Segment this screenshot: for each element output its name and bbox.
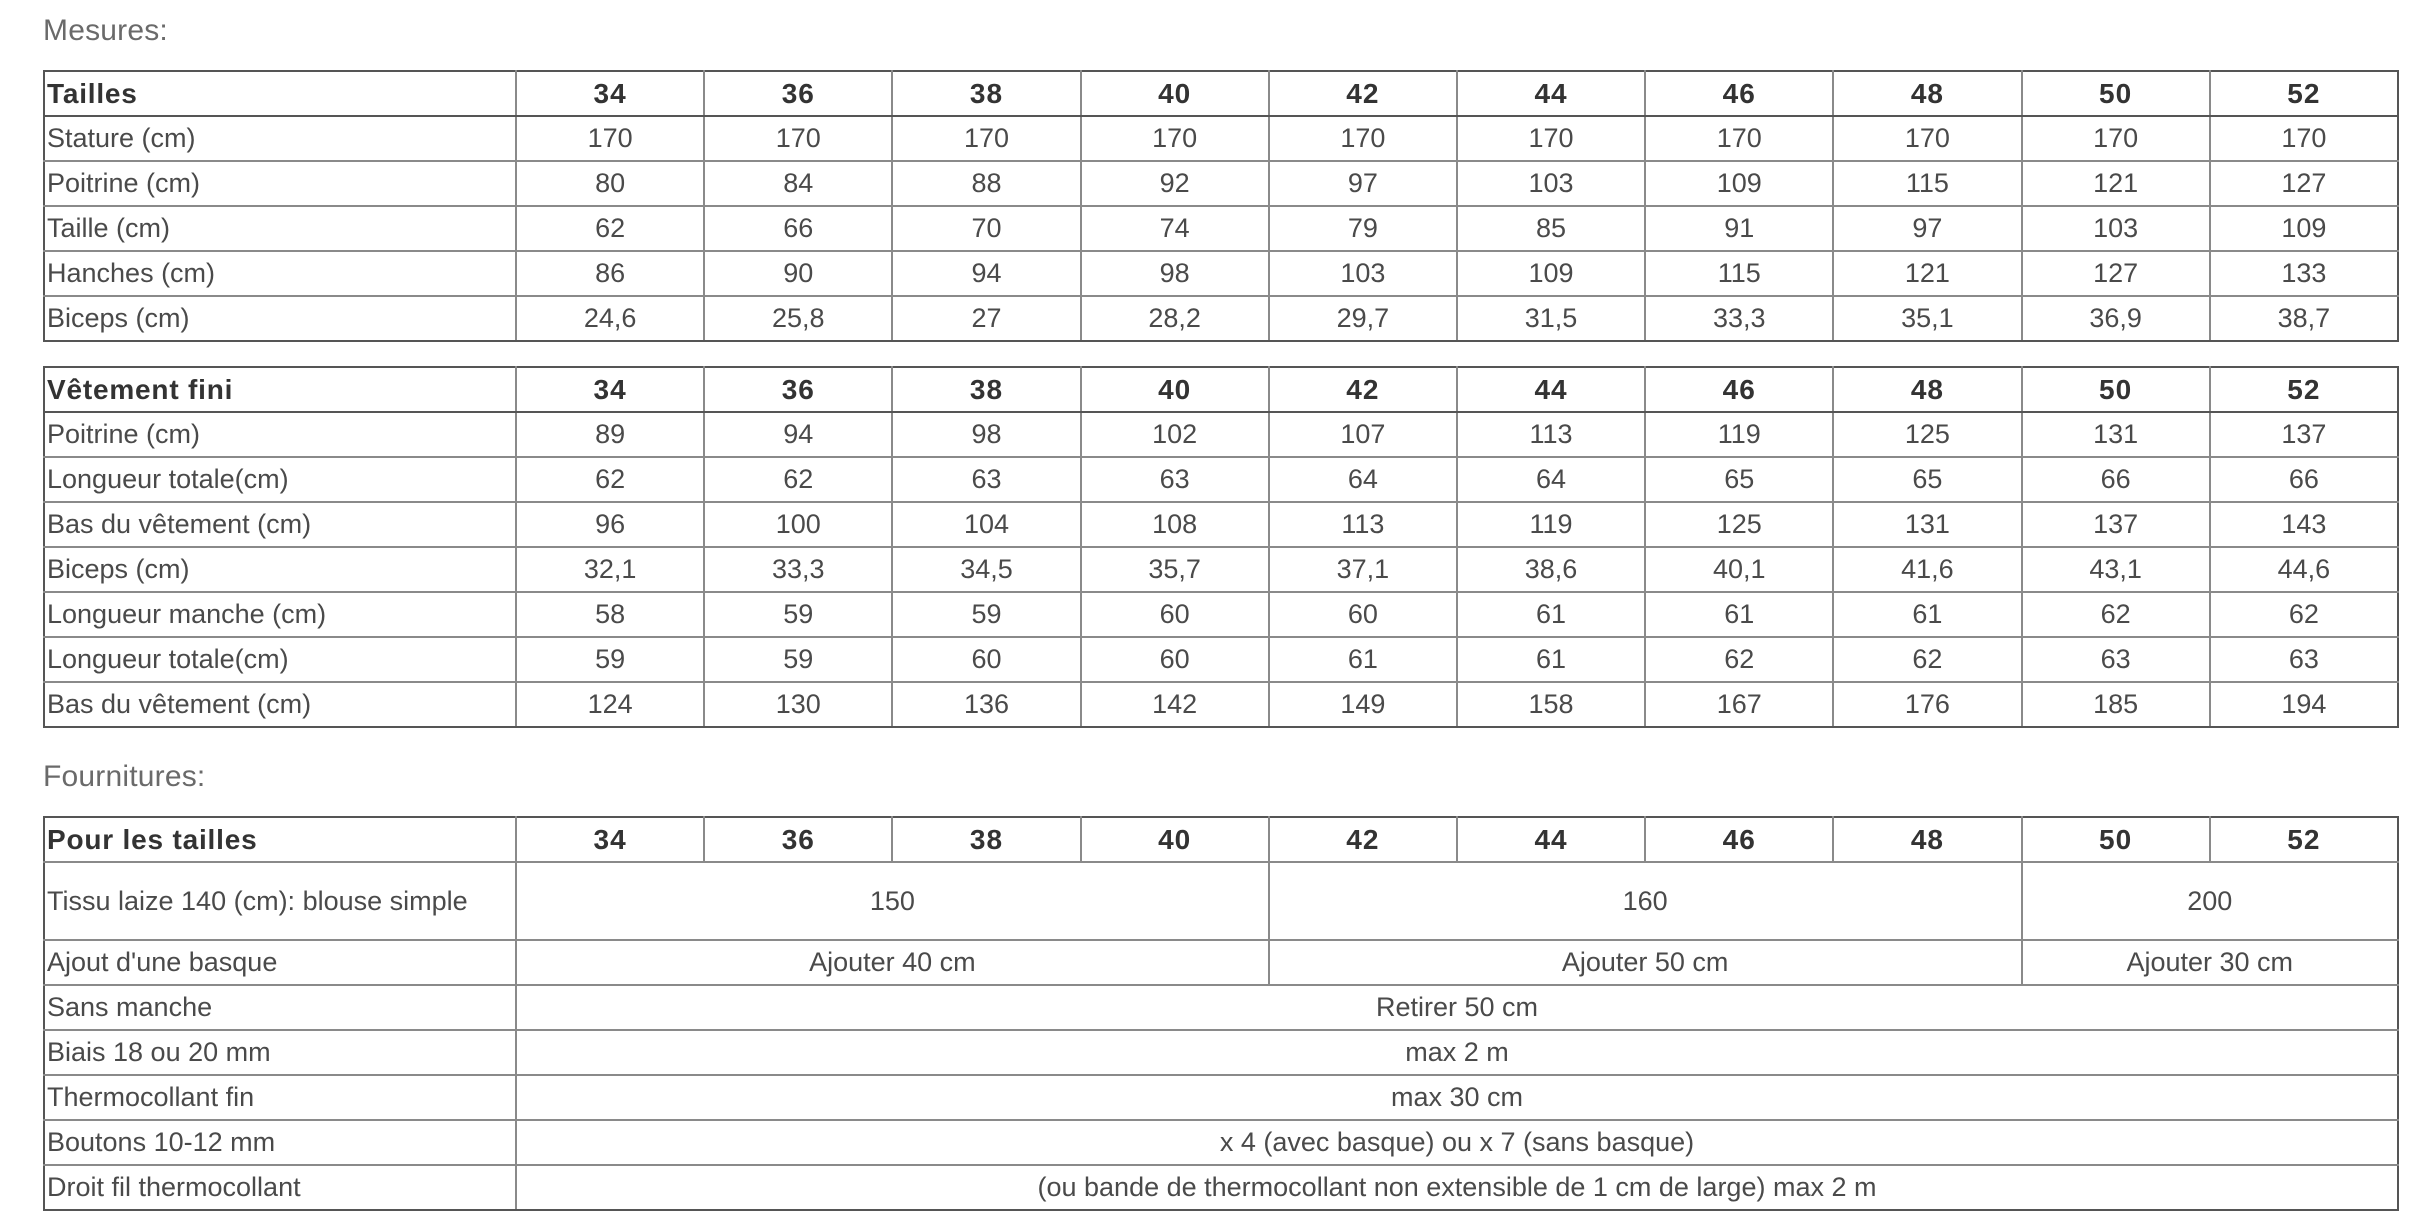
measurement-cell: 119 — [1457, 502, 1645, 547]
measurement-cell: 86 — [516, 251, 704, 296]
fournitures-title: Fournitures: — [43, 760, 206, 793]
measurement-cell: 27 — [892, 296, 1080, 341]
measurement-cell: 62 — [2210, 592, 2398, 637]
row-label: Bas du vêtement (cm) — [44, 682, 516, 727]
header-label: Pour les tailles — [44, 817, 516, 862]
size-header: 38 — [892, 367, 1080, 412]
measurement-cell: 31,5 — [1457, 296, 1645, 341]
size-header: 46 — [1645, 817, 1833, 862]
measurement-cell: 170 — [2022, 116, 2210, 161]
measurement-cell: 66 — [2022, 457, 2210, 502]
size-header: 38 — [892, 817, 1080, 862]
basque-group-cell: Ajouter 50 cm — [1269, 940, 2022, 985]
measurement-cell: 121 — [1833, 251, 2021, 296]
measurement-cell: 170 — [516, 116, 704, 161]
measurement-cell: 115 — [1833, 161, 2021, 206]
row-label: Biceps (cm) — [44, 547, 516, 592]
measurement-cell: 194 — [2210, 682, 2398, 727]
table-header-row — [44, 817, 2398, 862]
measurement-cell: 58 — [516, 592, 704, 637]
measurement-cell: 32,1 — [516, 547, 704, 592]
measurement-cell: 102 — [1081, 412, 1269, 457]
row-label: Ajout d'une basque — [44, 940, 516, 985]
size-header: 40 — [1081, 71, 1269, 116]
measurement-cell: 64 — [1269, 457, 1457, 502]
measurement-cell: 59 — [704, 637, 892, 682]
table-row — [44, 1030, 2398, 1075]
measurement-cell: 66 — [2210, 457, 2398, 502]
size-header: 36 — [704, 71, 892, 116]
measurement-cell: 63 — [892, 457, 1080, 502]
measurement-cell: 74 — [1081, 206, 1269, 251]
measurement-cell: 137 — [2022, 502, 2210, 547]
garment-measurements-table — [43, 366, 2399, 728]
measurement-cell: 170 — [1833, 116, 2021, 161]
measurement-cell: 38,6 — [1457, 547, 1645, 592]
row-label: Stature (cm) — [44, 116, 516, 161]
measurement-cell: 60 — [1269, 592, 1457, 637]
measurement-cell: 133 — [2210, 251, 2398, 296]
measurement-cell: 143 — [2210, 502, 2398, 547]
row-label: Poitrine (cm) — [44, 412, 516, 457]
measurement-cell: 80 — [516, 161, 704, 206]
table-row — [44, 206, 2398, 251]
measurement-cell: 107 — [1269, 412, 1457, 457]
measurement-cell: 170 — [892, 116, 1080, 161]
measurement-cell: 70 — [892, 206, 1080, 251]
row-label: Tissu laize 140 (cm): blouse simple — [44, 862, 516, 940]
table-row — [44, 940, 2398, 985]
measurement-cell: 91 — [1645, 206, 1833, 251]
body-measurements-table — [43, 70, 2399, 342]
measurement-cell: 24,6 — [516, 296, 704, 341]
measurement-cell: 29,7 — [1269, 296, 1457, 341]
supply-value-cell: max 2 m — [516, 1030, 2398, 1075]
measurement-cell: 125 — [1833, 412, 2021, 457]
row-label: Poitrine (cm) — [44, 161, 516, 206]
measurement-cell: 35,7 — [1081, 547, 1269, 592]
size-header: 40 — [1081, 817, 1269, 862]
measurement-cell: 109 — [2210, 206, 2398, 251]
size-header: 34 — [516, 367, 704, 412]
basque-group-cell: Ajouter 40 cm — [516, 940, 1269, 985]
measurement-cell: 113 — [1269, 502, 1457, 547]
row-label: Droit fil thermocollant — [44, 1165, 516, 1210]
row-label: Longueur totale(cm) — [44, 457, 516, 502]
supply-value-cell: (ou bande de thermocollant non extensible de 1 cm de large) max 2 m — [516, 1165, 2398, 1210]
measurement-cell: 61 — [1645, 592, 1833, 637]
measurement-cell: 149 — [1269, 682, 1457, 727]
size-header: 50 — [2022, 817, 2210, 862]
table-row — [44, 985, 2398, 1030]
size-header: 38 — [892, 71, 1080, 116]
measurement-cell: 37,1 — [1269, 547, 1457, 592]
table-row — [44, 637, 2398, 682]
row-label: Bas du vêtement (cm) — [44, 502, 516, 547]
measurement-cell: 59 — [704, 592, 892, 637]
size-header: 44 — [1457, 367, 1645, 412]
table-row — [44, 251, 2398, 296]
measurement-cell: 185 — [2022, 682, 2210, 727]
table-row — [44, 1120, 2398, 1165]
size-header: 48 — [1833, 367, 2021, 412]
measurement-cell: 40,1 — [1645, 547, 1833, 592]
row-label: Biceps (cm) — [44, 296, 516, 341]
size-header: 48 — [1833, 817, 2021, 862]
measurement-cell: 62 — [704, 457, 892, 502]
supply-value-cell: x 4 (avec basque) ou x 7 (sans basque) — [516, 1120, 2398, 1165]
table-row — [44, 862, 2398, 940]
size-header: 46 — [1645, 367, 1833, 412]
size-header: 44 — [1457, 71, 1645, 116]
measurement-cell: 104 — [892, 502, 1080, 547]
table-row — [44, 1075, 2398, 1120]
size-header: 50 — [2022, 71, 2210, 116]
measurement-cell: 108 — [1081, 502, 1269, 547]
table-header-row — [44, 71, 2398, 116]
measurement-cell: 113 — [1457, 412, 1645, 457]
measurement-cell: 158 — [1457, 682, 1645, 727]
measurement-cell: 59 — [516, 637, 704, 682]
measurement-cell: 170 — [1457, 116, 1645, 161]
size-header: 42 — [1269, 71, 1457, 116]
measurement-cell: 43,1 — [2022, 547, 2210, 592]
measurement-cell: 103 — [2022, 206, 2210, 251]
measurement-cell: 109 — [1457, 251, 1645, 296]
measurement-cell: 79 — [1269, 206, 1457, 251]
row-label: Longueur manche (cm) — [44, 592, 516, 637]
measurement-cell: 97 — [1269, 161, 1457, 206]
measurement-cell: 62 — [1833, 637, 2021, 682]
measurement-cell: 63 — [2022, 637, 2210, 682]
measurement-cell: 28,2 — [1081, 296, 1269, 341]
measurement-cell: 131 — [2022, 412, 2210, 457]
measurement-cell: 25,8 — [704, 296, 892, 341]
measurement-cell: 131 — [1833, 502, 2021, 547]
measurement-cell: 35,1 — [1833, 296, 2021, 341]
table-row — [44, 502, 2398, 547]
row-label: Boutons 10-12 mm — [44, 1120, 516, 1165]
measurement-cell: 85 — [1457, 206, 1645, 251]
measurement-cell: 61 — [1457, 592, 1645, 637]
size-header: 42 — [1269, 367, 1457, 412]
measurement-cell: 65 — [1833, 457, 2021, 502]
measurement-cell: 36,9 — [2022, 296, 2210, 341]
size-header: 46 — [1645, 71, 1833, 116]
row-label: Hanches (cm) — [44, 251, 516, 296]
size-header: 48 — [1833, 71, 2021, 116]
size-header: 36 — [704, 367, 892, 412]
table-row — [44, 547, 2398, 592]
measurement-cell: 142 — [1081, 682, 1269, 727]
measurement-cell: 176 — [1833, 682, 2021, 727]
measurement-cell: 170 — [2210, 116, 2398, 161]
measurement-cell: 100 — [704, 502, 892, 547]
measurement-cell: 61 — [1833, 592, 2021, 637]
measurement-cell: 170 — [1081, 116, 1269, 161]
measurement-cell: 170 — [1269, 116, 1457, 161]
measurement-cell: 119 — [1645, 412, 1833, 457]
measurement-cell: 62 — [516, 457, 704, 502]
measurement-cell: 60 — [1081, 637, 1269, 682]
table-row — [44, 116, 2398, 161]
measurement-cell: 41,6 — [1833, 547, 2021, 592]
row-label: Thermocollant fin — [44, 1075, 516, 1120]
measurement-cell: 65 — [1645, 457, 1833, 502]
measurement-cell: 64 — [1457, 457, 1645, 502]
measurement-cell: 170 — [704, 116, 892, 161]
mesures-title: Mesures: — [43, 14, 168, 47]
measurement-cell: 33,3 — [1645, 296, 1833, 341]
measurement-cell: 62 — [516, 206, 704, 251]
measurement-cell: 88 — [892, 161, 1080, 206]
measurement-cell: 33,3 — [704, 547, 892, 592]
size-header: 40 — [1081, 367, 1269, 412]
measurement-cell: 98 — [1081, 251, 1269, 296]
fabric-group-cell: 200 — [2022, 862, 2399, 940]
row-label: Taille (cm) — [44, 206, 516, 251]
measurement-cell: 63 — [1081, 457, 1269, 502]
table-row — [44, 296, 2398, 341]
measurement-cell: 127 — [2022, 251, 2210, 296]
table-row — [44, 161, 2398, 206]
supplies-table — [43, 816, 2399, 1211]
supply-value-cell: Retirer 50 cm — [516, 985, 2398, 1030]
table-header-row — [44, 367, 2398, 412]
measurement-cell: 121 — [2022, 161, 2210, 206]
table-row — [44, 457, 2398, 502]
measurement-cell: 61 — [1457, 637, 1645, 682]
size-header: 50 — [2022, 367, 2210, 412]
size-header: 52 — [2210, 71, 2398, 116]
measurement-cell: 90 — [704, 251, 892, 296]
measurement-cell: 97 — [1833, 206, 2021, 251]
measurement-cell: 59 — [892, 592, 1080, 637]
header-label: Tailles — [44, 71, 516, 116]
measurement-cell: 38,7 — [2210, 296, 2398, 341]
measurement-cell: 63 — [2210, 637, 2398, 682]
measurement-cell: 94 — [704, 412, 892, 457]
row-label: Sans manche — [44, 985, 516, 1030]
fabric-group-cell: 150 — [516, 862, 1269, 940]
measurement-cell: 44,6 — [2210, 547, 2398, 592]
measurement-cell: 62 — [1645, 637, 1833, 682]
measurement-cell: 103 — [1269, 251, 1457, 296]
size-header: 42 — [1269, 817, 1457, 862]
table-row — [44, 412, 2398, 457]
measurement-cell: 103 — [1457, 161, 1645, 206]
measurement-cell: 167 — [1645, 682, 1833, 727]
measurement-cell: 94 — [892, 251, 1080, 296]
measurement-cell: 137 — [2210, 412, 2398, 457]
measurement-cell: 124 — [516, 682, 704, 727]
size-header: 52 — [2210, 367, 2398, 412]
measurement-cell: 66 — [704, 206, 892, 251]
row-label: Longueur totale(cm) — [44, 637, 516, 682]
measurement-cell: 34,5 — [892, 547, 1080, 592]
measurement-cell: 109 — [1645, 161, 1833, 206]
measurement-cell: 127 — [2210, 161, 2398, 206]
size-header: 52 — [2210, 817, 2398, 862]
measurement-cell: 60 — [1081, 592, 1269, 637]
measurement-cell: 136 — [892, 682, 1080, 727]
measurement-cell: 96 — [516, 502, 704, 547]
row-label: Biais 18 ou 20 mm — [44, 1030, 516, 1075]
measurement-cell: 61 — [1269, 637, 1457, 682]
size-header: 36 — [704, 817, 892, 862]
measurement-cell: 60 — [892, 637, 1080, 682]
size-header: 34 — [516, 71, 704, 116]
measurement-cell: 170 — [1645, 116, 1833, 161]
measurement-cell: 125 — [1645, 502, 1833, 547]
basque-group-cell: Ajouter 30 cm — [2022, 940, 2399, 985]
measurement-cell: 89 — [516, 412, 704, 457]
table-row — [44, 592, 2398, 637]
supply-value-cell: max 30 cm — [516, 1075, 2398, 1120]
measurement-cell: 115 — [1645, 251, 1833, 296]
measurement-cell: 130 — [704, 682, 892, 727]
measurement-cell: 92 — [1081, 161, 1269, 206]
table-row — [44, 1165, 2398, 1210]
size-header: 44 — [1457, 817, 1645, 862]
fabric-group-cell: 160 — [1269, 862, 2022, 940]
size-header: 34 — [516, 817, 704, 862]
measurement-cell: 84 — [704, 161, 892, 206]
table-row — [44, 682, 2398, 727]
header-label: Vêtement fini — [44, 367, 516, 412]
measurement-cell: 98 — [892, 412, 1080, 457]
measurement-cell: 62 — [2022, 592, 2210, 637]
